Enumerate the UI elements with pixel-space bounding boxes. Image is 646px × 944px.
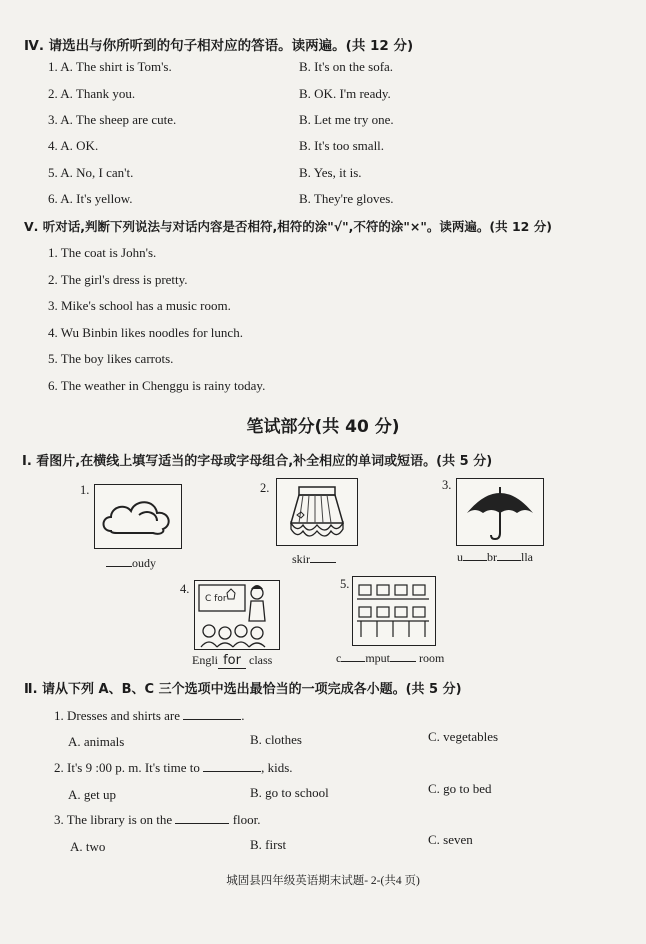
q2-option-c: C. go to bed (428, 781, 492, 796)
q3-blank[interactable] (175, 823, 229, 824)
s4-row-2-a: 2. A. Thank you. (48, 86, 136, 101)
s5-item-5: 5. The boy likes carrots. (48, 351, 174, 366)
s4-row-1-a: 1. A. The shirt is Tom's. (48, 59, 172, 74)
pic-3-blank-2[interactable] (497, 560, 521, 561)
pic-2-number: 2. (260, 481, 270, 495)
q3-option-a: A. two (70, 839, 106, 854)
s4-row-4-a: 4. A. OK. (48, 138, 99, 153)
s4-row-2-b: B. OK. I'm ready. (299, 86, 391, 101)
q3-option-b: B. first (250, 837, 287, 852)
s5-item-2: 2. The girl's dress is pretty. (48, 272, 188, 287)
s5-item-6: 6. The weather in Chenggu is rainy today. (48, 378, 266, 393)
pic-5-number: 5. (340, 577, 350, 591)
pic-2-blank[interactable] (310, 562, 336, 563)
cloud-icon (95, 485, 181, 548)
pic-4-word-end: class (249, 653, 273, 667)
pic-5-word-part-1: c (336, 651, 342, 665)
s4-row-3-b: B. Let me try one. (299, 112, 394, 127)
q2-stem (54, 760, 293, 776)
pic-4-blank-handwritten[interactable]: for (218, 653, 246, 669)
pic-1-number: 1. (80, 483, 90, 497)
page-footer: 城固县四年级英语期末试题- 2-(共4 页) (226, 875, 420, 887)
q3-stem-start: 3. The library is on the (54, 812, 173, 827)
pic-5-blank-2[interactable] (390, 661, 416, 662)
s4-row-1-b: B. It's on the sofa. (299, 59, 394, 74)
written-section-2-title: Ⅱ. 请从下列 A、B、C 三个选项中选出最恰当的一项完成各小题。(共 5 分) (24, 682, 462, 697)
classroom-icon (195, 581, 279, 649)
q3-stem-end: floor. (232, 812, 261, 827)
written-part-title: 笔试部分(共 40 分) (246, 417, 400, 437)
pic-3-blank-1[interactable] (463, 560, 487, 561)
q2-stem-end: , kids. (261, 760, 293, 775)
q2-stem-start: 2. It's 9 :00 p. m. It's time to (54, 760, 200, 775)
pic-2-word-start: skir (292, 552, 310, 566)
section-5-title: Ⅴ. 听对话,判断下列说法与对话内容是否相符,相符的涂"√",不符的涂"×"。读两遍。(共 12 分) (24, 219, 552, 234)
pic-2-frame (276, 478, 358, 546)
q1-stem-start: 1. Dresses and shirts are (54, 708, 180, 723)
s4-row-4-b: B. It's too small. (299, 138, 385, 153)
q3-stem (54, 812, 261, 828)
pic-1-caption (106, 556, 156, 571)
s4-row-6-b: B. They're gloves. (299, 191, 394, 206)
s4-row-5-b: B. Yes, it is. (299, 165, 362, 180)
pic-5-caption (336, 651, 444, 666)
pic-3-frame (456, 478, 544, 546)
written-section-1-title: Ⅰ. 看图片,在横线上填写适当的字母或字母组合,补全相应的单词或短语。(共 5 分) (22, 454, 493, 469)
pic-5-blank-1[interactable] (341, 661, 365, 662)
pic-4-number: 4. (180, 582, 190, 596)
umbrella-icon (457, 479, 543, 545)
s4-row-6-a: 6. A. It's yellow. (48, 191, 133, 206)
pic-1-blank[interactable] (106, 566, 132, 567)
s5-item-4: 4. Wu Binbin likes noodles for lunch. (48, 325, 243, 340)
skirt-icon (277, 479, 357, 545)
q2-blank[interactable] (203, 771, 261, 772)
q2-option-b: B. go to school (250, 785, 329, 800)
q1-blank[interactable] (183, 719, 241, 720)
pic-3-word-part-2: br (487, 550, 497, 564)
q1-stem-end: . (241, 708, 245, 723)
pic-4-caption (192, 653, 272, 669)
pic-4-word-start: Engli (192, 653, 218, 667)
computer-room-icon (353, 577, 435, 645)
q1-option-c: C. vegetables (428, 729, 499, 744)
pic-1-word-end: oudy (132, 556, 156, 570)
pic-2-caption (292, 552, 336, 567)
board-text: C for (205, 594, 227, 604)
q1-option-b: B. clothes (250, 732, 302, 747)
q2-option-a: A. get up (68, 787, 117, 802)
pic-3-caption (457, 550, 533, 565)
s5-item-1: 1. The coat is John's. (48, 245, 157, 260)
s4-row-3-a: 3. A. The sheep are cute. (48, 112, 177, 127)
pic-5-frame (352, 576, 436, 646)
pic-3-word-part-1: u (457, 550, 463, 564)
pic-5-word-part-2: mput (365, 651, 390, 665)
q1-option-a: A. animals (68, 734, 125, 749)
pic-1-frame (94, 484, 182, 549)
pic-4-frame (194, 580, 280, 650)
s5-item-3: 3. Mike's school has a music room. (48, 298, 231, 313)
q1-stem (54, 708, 245, 724)
pic-5-word-part-3: room (419, 651, 445, 665)
section-4-title: Ⅳ. 请选出与你所听到的句子相对应的答语。读两遍。(共 12 分) (24, 38, 414, 54)
s4-row-5-a: 5. A. No, I can't. (48, 165, 134, 180)
q3-option-c: C. seven (428, 832, 473, 847)
pic-3-word-part-3: lla (521, 550, 533, 564)
pic-3-number: 3. (442, 478, 452, 492)
